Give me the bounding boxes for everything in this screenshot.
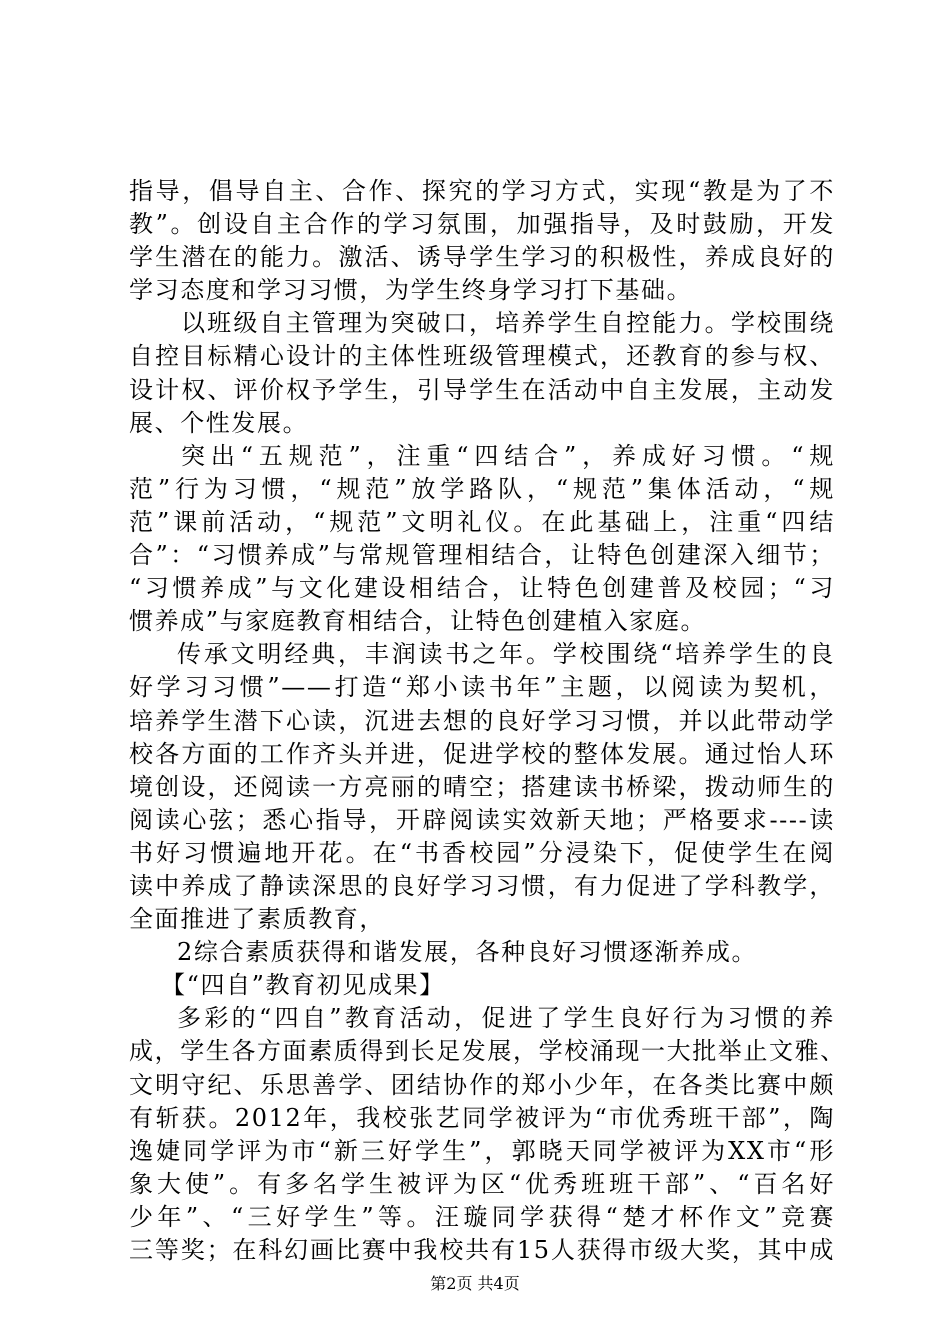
document-body [129, 175, 846, 1267]
text-line: 阅读心弦；悉心指导，开辟阅读实效新天地；严格要求----读 [129, 805, 835, 834]
paragraph-start-line: 传承文明经典，丰润读书之年。学校围绕“培养学生的良 [177, 640, 835, 669]
text-line: 学习态度和学习习惯，为学生终身学习打下基础。 [129, 276, 693, 305]
text-line: 好学习习惯”——打造“郑小读书年”主题，以阅读为契机， [129, 673, 835, 702]
page-number: 第2页 共4页 [430, 1274, 520, 1293]
text-line: 范”行为习惯，“规范”放学路队，“规范”集体活动，“规 [129, 474, 835, 503]
text-line: 合”：“习惯养成”与常规管理相结合，让特色创建深入细节； [129, 541, 835, 570]
section-summary-line: 2综合素质获得和谐发展，各种良好习惯逐渐养成。 [177, 938, 758, 967]
text-line: 逸婕同学评为市“新三好学生”，郭晓天同学被评为XX市“形 [129, 1136, 835, 1165]
text-line: 书好习惯遍地开花。在“书香校园”分浸染下，促使学生在阅 [129, 838, 835, 867]
text-line: 学生潜在的能力。激活、诱导学生学习的积极性，养成良好的 [129, 243, 835, 272]
text-line: 培养学生潜下心读，沉进去想的良好学习习惯，并以此带动学 [129, 706, 835, 735]
text-line: 成，学生各方面素质得到长足发展，学校涌现一大批举止文雅、 [129, 1037, 846, 1066]
text-line: 象大使”。有多名学生被评为区“优秀班班干部”、“百名好 [129, 1169, 835, 1198]
text-line: 文明守纪、乐思善学、团结协作的郑小少年，在各类比赛中颇 [129, 1070, 835, 1099]
text-line: “习惯养成”与文化建设相结合，让特色创建普及校园；“习 [129, 574, 835, 603]
paragraph-start-line: 多彩的“四自”教育活动，促进了学生良好行为习惯的养 [177, 1004, 835, 1033]
text-line: 校各方面的工作齐头并进，促进学校的整体发展。通过怡人环 [129, 739, 835, 768]
text-line: 教”。创设自主合作的学习氛围，加强指导，及时鼓励，开发 [129, 210, 835, 239]
text-line: 自控目标精心设计的主体性班级管理模式，还教育的参与权、 [129, 342, 835, 371]
text-line: 少年”、“三好学生”等。汪璇同学获得“楚才杯作文”竞赛 [129, 1202, 835, 1231]
text-line: 指导，倡导自主、合作、探究的学习方式，实现“教是为了不 [129, 177, 835, 205]
paragraph-start-line: 突出“五规范”，注重“四结合”，养成好习惯。“规 [181, 441, 835, 470]
section-heading: 【“四自”教育初见成果】 [161, 971, 445, 1000]
text-line: 范”课前活动，“规范”文明礼仪。在此基础上，注重“四结 [129, 507, 835, 536]
text-line: 设计权、评价权予学生，引导学生在活动中自主发展，主动发 [129, 375, 835, 404]
paragraph-start-line: 以班级自主管理为突破口，培养学生自控能力。学校围绕 [181, 309, 835, 338]
text-line: 境创设，还阅读一方亮丽的晴空；搭建读书桥梁，拨动师生的 [129, 772, 835, 801]
text-line: 有斩获。2012年，我校张艺同学被评为“市优秀班干部”，陶 [129, 1103, 835, 1132]
text-line: 读中养成了静读深思的良好学习习惯，有力促进了学科教学， [129, 871, 835, 900]
text-line: 全面推进了素质教育， [129, 905, 385, 934]
text-line: 展、个性发展。 [129, 408, 309, 437]
text-line: 三等奖；在科幻画比赛中我校共有15人获得市级大奖，其中成 [129, 1236, 835, 1264]
text-line: 惯养成”与家庭教育相结合，让特色创建植入家庭。 [129, 607, 707, 636]
